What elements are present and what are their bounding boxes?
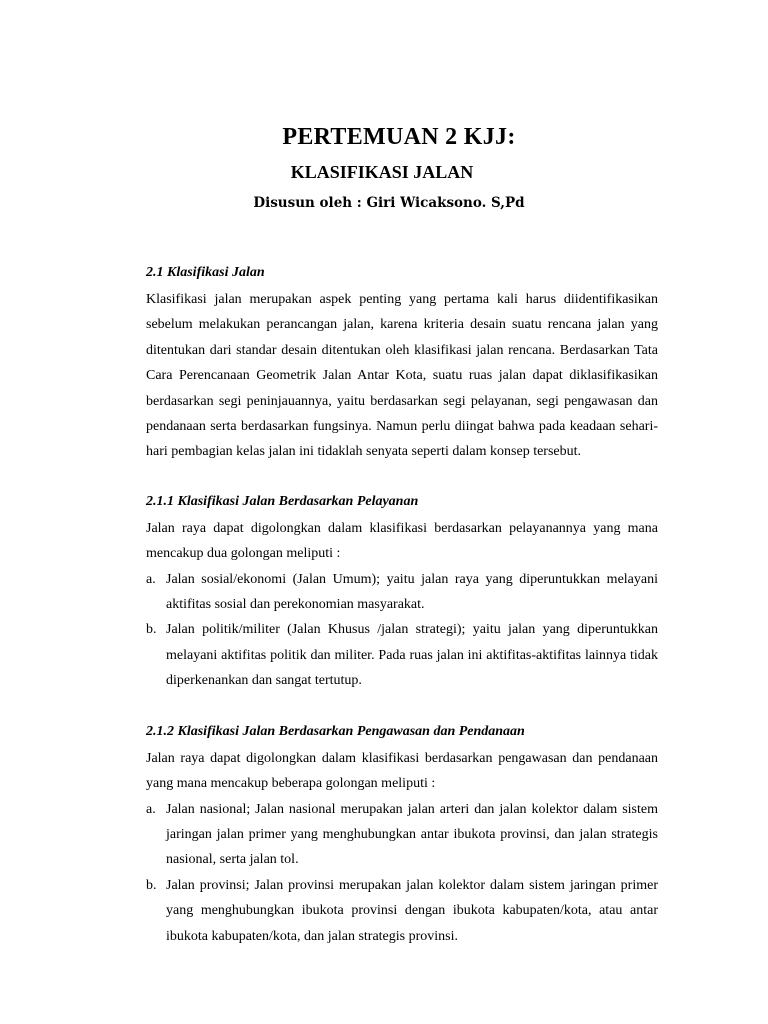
section-2-1-2 [146,721,658,949]
section-spacer [146,694,658,721]
classification-list [146,797,658,949]
section-2-1-1 [146,491,658,694]
document-title: PERTEMUAN 2 KJJ: [282,124,516,150]
list-item [146,873,658,949]
section-heading: 2.1 Klasifikasi Jalan [146,265,265,280]
section-spacer [146,465,658,491]
list-item-text: Jalan politik/militer (Jalan Khusus /jalan strategi); yaitu jalan yang diperuntukkan melayani aktifitas politik dan militer. Pada ruas jalan ini aktifitas-aktifitas lainnya tidak diperkenankan dan sangat tertutup. [166,622,658,689]
section-2-1 [146,262,658,465]
section-heading: 2.1.1 Klasifikasi Jalan Berdasarkan Pelayanan [146,493,419,509]
list-item-text: Jalan sosial/ekonomi (Jalan Umum); yaitu jalan raya yang diperuntukkan melayani aktifitas sosial dan perekonomian masyarakat. [166,571,658,613]
document-body [146,262,658,949]
list-marker: b. [146,622,157,638]
section-paragraph: Jalan raya dapat digolongkan dalam klasifikasi berdasarkan pengawasan dan pendanaan yang mana mencakup beberapa golongan meliputi : [146,750,658,792]
list-item [146,567,658,618]
classification-list [146,567,658,694]
list-item-text: Jalan provinsi; Jalan provinsi merupakan jalan kolektor dalam sistem jaringan primer yang menghubungkan ibukota provinsi dengan ibukota kabupaten/kota, atau antar ibukota kabupaten/kota, dan jalan strategis provinsi. [166,877,658,944]
document-author: Disusun oleh : Giri Wicaksono. S,Pd [253,195,525,211]
list-item [146,617,658,693]
list-item [146,797,658,873]
list-marker: b. [146,877,157,893]
document-subtitle: KLASIFIKASI JALAN [290,162,474,182]
list-marker: a. [146,801,156,817]
list-item-text: Jalan nasional; Jalan nasional merupakan jalan arteri dan jalan kolektor dalam sistem jaringan jalan primer yang menghubungkan antar ibukota provinsi, dan jalan strategis nasional, serta jalan tol. [166,801,658,868]
section-paragraph: Jalan raya dapat digolongkan dalam klasifikasi berdasarkan pelayanannya yang mana mencakup dua golongan meliputi : [146,520,658,562]
section-heading: 2.1.2 Klasifikasi Jalan Berdasarkan Pengawasan dan Pendanaan [146,723,525,739]
section-paragraph: Klasifikasi jalan merupakan aspek penting yang pertama kali harus diidentifikasikan sebelum melakukan perancangan jalan, karena kriteria desain suatu rencana jalan yang ditentukan dari standar desain ditentukan oleh klasifikasi jalan rencana. Berdasarkan Tata Cara Perencanaan Geometrik Jalan Antar Kota, suatu ruas jalan dapat diklasifikasikan berdasarkan segi peninjauannya, yaitu berdasarkan segi pelayanan, segi pengawasan dan pendanaan serta berdasarkan fungsinya. Namun perlu diingat bahwa pada keadaan sehari-hari pembagian kelas jalan ini tidaklah senyata seperti dalam konsep tersebut. [146,292,658,460]
list-marker: a. [146,571,156,587]
